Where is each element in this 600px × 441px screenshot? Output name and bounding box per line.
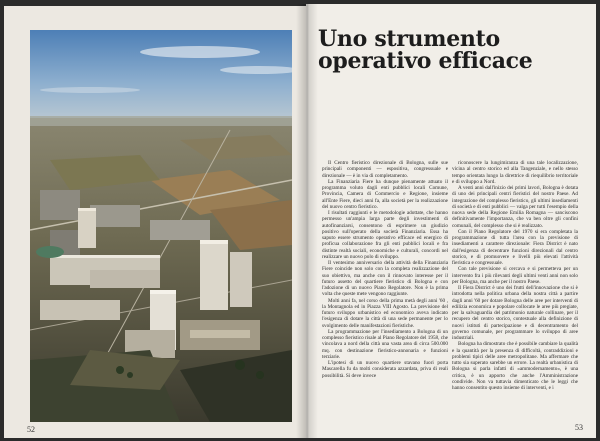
text-column-1 [322, 160, 448, 379]
paragraph: Con tale previsione si cercava e si permetteva per un intervento fra i più rilevanti degli ultimi venti anni non solo per Bologna, ma anche per il nostro Paese. [452, 266, 578, 285]
paragraph: Il ventesimo anniversario della attività della Finanziaria Fiere coincide non solo con la completa realizzazione del suo obiettivo, ma anche con il rinnovato interesse per il futuro assetto del quartiere fieristico di Bologna e con l'adozione di un nuovo Piano Regolatore. Non è la prima volta che queste mete vengono raggiunte. [322, 260, 448, 298]
paragraph: L'ipotesi di un nuovo quartiere stavano fuori porta Mascarella fu da molti considerata azzardata, priva di reali possibilità. Si deve invece [322, 360, 448, 379]
paragraph: Il Fiera District è uno dei frutti dell'innovazione che si è introdotta nella politica urbana della nostra città a partire dagli anni '60 per dotare Bologna delle aree per interventi di edilizia economica e popolare collocate le aree più pregiate, per la salvaguardia del patrimonio naturale collinare, per il recupero del centro storico, contestuale alla definizione di nuovi istituti di partecipazione e di decentramento del governo comunale, per programmare lo sviluppo di aree industriali. [452, 285, 578, 341]
title-line-1: Uno strumento [318, 26, 500, 52]
article-title [318, 28, 588, 72]
paragraph: La Finanziaria Fiere ha dunque pienamente attuato il programma voluto dagli enti pubblici locali Comune, Provincia, Camera di Commercio e Regione, insieme all'Ente Fiere, dieci anni fa, alla società per la realizzazione del nuovo centro fieristico. [322, 178, 448, 210]
title-line-2: operativo efficace [318, 48, 533, 74]
aerial-city-photo [30, 30, 292, 422]
paragraph: La programmazione per l'insediamento a Bologna di un complesso fieristico risale al Piano Regolatore del 1958, che vincolava a nord della città una vasta area di circa 500.000 mq. con destinazione fieristico-annonaria e funzioni terziarie. [322, 328, 448, 360]
paragraph: I risultati raggiunti e le metodologie adottate, che hanno permesso un'ampia larga parte degli investimenti di autofinanziarsi, consentono di esprimere un giudizio positivo sull'operato della società Finanziaria. Essa ha saputo essere strumento operativo efficace ed energico di proficua collaborazione fra gli enti pubblici locali e fra distinte realtà sociali, economiche e culturali, concordi nel realizzare un nuovo polo di sviluppo. [322, 210, 448, 260]
book-gutter-shadow [296, 4, 318, 438]
paragraph: Molti anni fa, nel corso della prima metà degli anni '60 , la Montagnola ed in Piazza VIII Agosto. La previsione del futuro sviluppo urbanistico ed economico aveva indicato l'esigenza di dotare la città di una sede permanente per lo svolgimento delle manifestazioni fieristiche. [322, 297, 448, 329]
aerial-photo-drawing [30, 30, 292, 422]
paragraph: Bologna ha dimostrato che è possibile cambiare la qualità e la quantità per la presenza di difficoltà, contraddizioni e problemi tipici delle aree metropolitane. Ma affermare che tutto sia superato sarebbe un errore. La realtà urbanistica di Bologna si parla infatti di «ammodernamento», è una critica, è un apporto che anche l'Amministrazione condivide. Non va tuttavia dimenticato che le leggi che hanno consentito questo insieme di interventi, e i [452, 341, 578, 391]
paragraph: Con il Piano Regolatore del 1970 si era completata la programmazione di tutta l'area con la previsione di insediamenti a carattere direzionale: Fiera District è nato dall'esigenza di decentrare funzioni direzionali dal centro storico, e di promuovere e livelli più elevati l'attività fieristica e congressuale. [452, 228, 578, 266]
page-number-left: 52 [27, 425, 35, 434]
paragraph: Il Centro fieristico direzionale di Bologna, sulle sue principali componenti — espositiva, congressuale e direzionale — è in via di completamento. [322, 160, 448, 179]
page-number-right: 53 [575, 423, 583, 432]
paragraph: A venti anni dall'inizio dei primi lavori, Bologna è dotata di uno dei principali centri fieristici del nostro Paese. Ad integrazione del complesso fieristico, gli ultimi insediamenti di società e di enti pubblici — valga per tutti l'esempio della nuova sede della Regione Emilia Romagna — sanciscono definitivamente l'importanza, che va ben oltre gli confini comunali, del complesso che si è realizzato. [452, 185, 578, 229]
paragraph: riconoscere la lungimiranza di una tale localizzazione, vicina al centro storico ed alla Tangenziale, e nello stesso tempo orientata lungo la direttrice di riequilibrio territoriale e di sviluppo a Nord. [452, 160, 578, 185]
text-column-2 [452, 160, 578, 391]
